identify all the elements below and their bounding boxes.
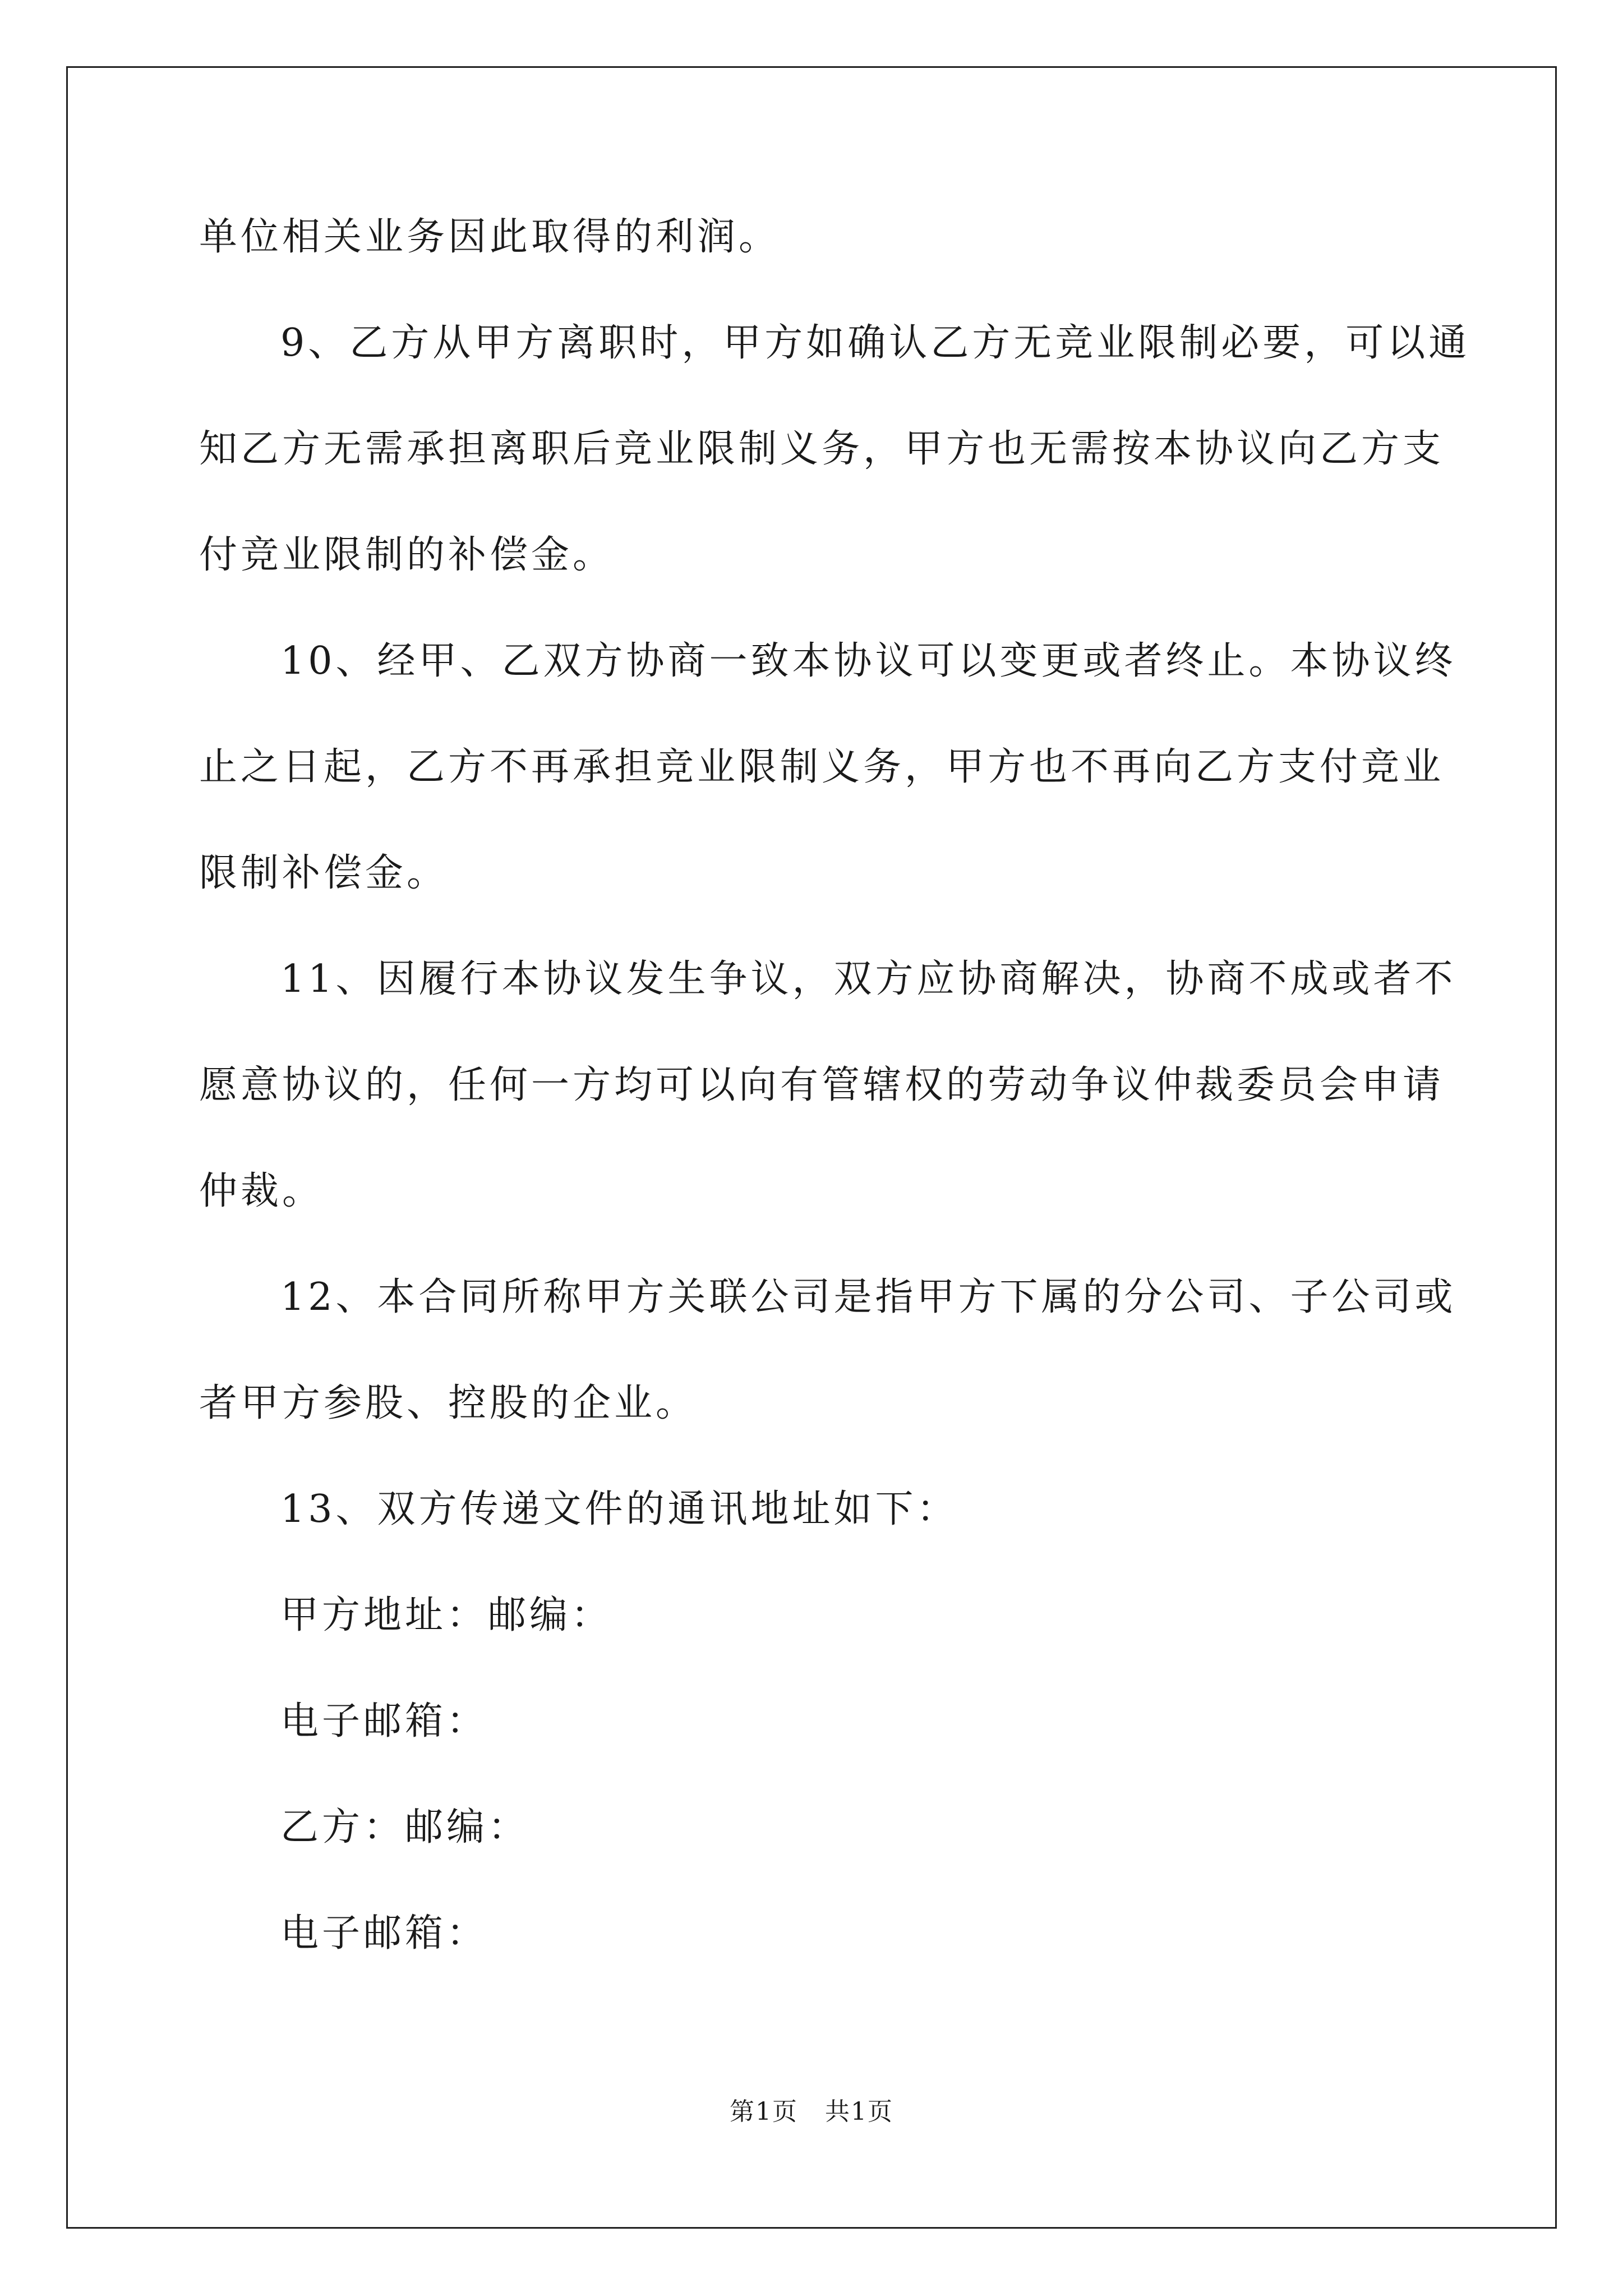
text-line: 仲裁。 (199, 1169, 324, 1213)
party-b-email: 电子邮箱： (280, 1911, 488, 1955)
text-line: 单位相关业务因此取得的利润。 (199, 215, 781, 259)
clause-13-line: 13、双方传递文件的通讯地址如下： (280, 1487, 958, 1531)
clause-11-line: 11、因履行本协议发生争议，双方应协商解决，协商不成或者不 (280, 957, 1456, 1001)
text-line: 付竞业限制的补偿金。 (199, 533, 615, 577)
party-a-email: 电子邮箱： (280, 1699, 488, 1743)
text-line: 知乙方无需承担离职后竞业限制义务，甲方也无需按本协议向乙方支 (199, 427, 1445, 471)
clause-10-line: 10、经甲、乙双方协商一致本协议可以变更或者终止。本协议终 (280, 639, 1456, 683)
party-b-address: 乙方：邮编： (280, 1805, 530, 1849)
clause-12-line: 12、本合同所称甲方关联公司是指甲方下属的分公司、子公司或 (280, 1275, 1456, 1319)
text-line: 限制补偿金。 (199, 851, 449, 895)
party-a-address: 甲方地址：邮编： (280, 1593, 613, 1637)
document-body (199, 210, 1470, 2013)
text-line: 者甲方参股、控股的企业。 (199, 1381, 698, 1425)
clause-9-line: 9、乙方从甲方离职时，甲方如确认乙方无竞业限制必要，可以通 (280, 321, 1470, 365)
text-line: 愿意协议的，任何一方均可以向有管辖权的劳动争议仲裁委员会申请 (199, 1063, 1445, 1107)
page-footer: 第1页 共1页 (730, 2097, 893, 2126)
text-line: 止之日起，乙方不再承担竞业限制义务，甲方也不再向乙方支付竞业 (199, 745, 1445, 789)
